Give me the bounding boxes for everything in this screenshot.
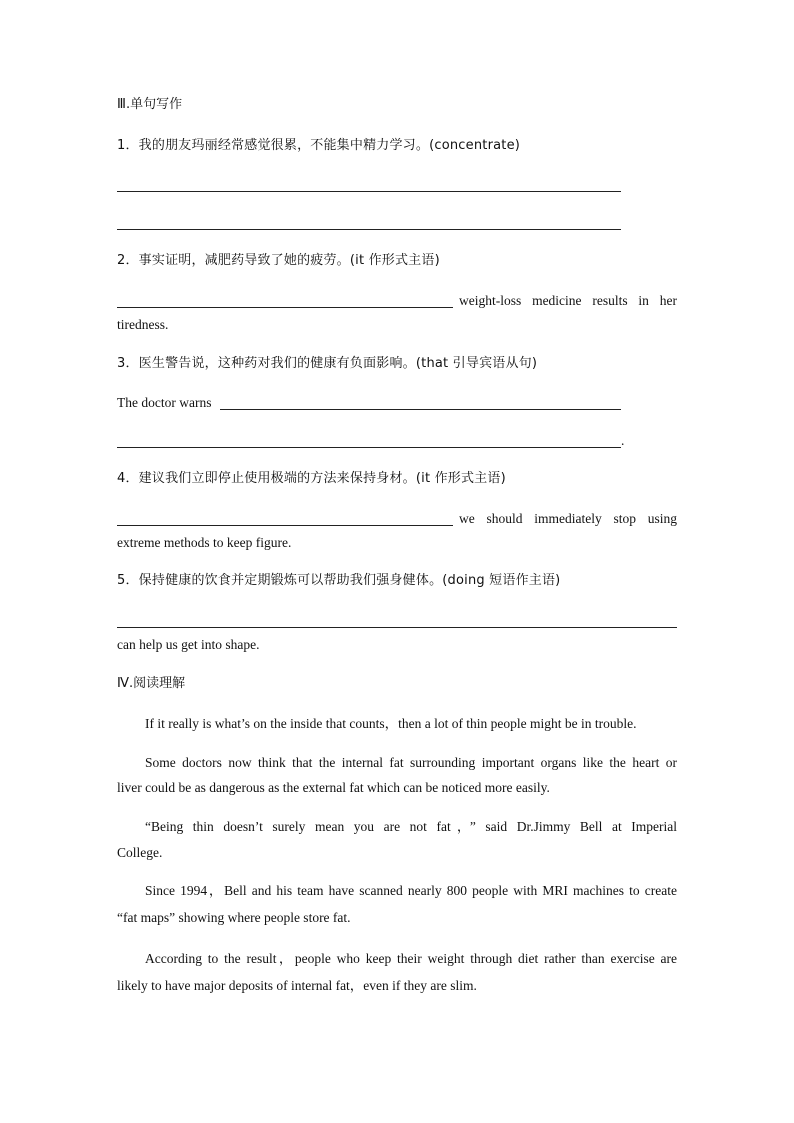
question-2-continuation: tiredness.	[117, 317, 169, 332]
question-3-period: .	[621, 433, 625, 448]
passage-paragraph-2-line-1: Some doctors now think that the internal fat surrounding important organs like the heart or	[145, 755, 677, 770]
passage-paragraph-4-line-2: “fat maps” showing where people store fat.	[117, 910, 351, 925]
question-4-tail: we should immediately stop using	[459, 511, 677, 526]
passage-paragraph-3-line-2: College.	[117, 845, 163, 860]
passage-paragraph-4-line-1: Since 1994，Bell and his team have scanned nearly 800 people with MRI machines to create	[145, 883, 677, 898]
passage-paragraph-2-line-2: liver could be as dangerous as the external fat which can be noticed more easily.	[117, 780, 550, 795]
answer-line-3b[interactable]	[117, 447, 621, 448]
answer-line-3a[interactable]	[220, 409, 621, 410]
question-5-prompt: 5．保持健康的饮食并定期锻炼可以帮助我们强身健体。(doing 短语作主语)	[117, 573, 561, 588]
answer-line-1a[interactable]	[117, 191, 621, 192]
passage-paragraph-3-line-1: “Being thin doesn’t surely mean you are not fat，” said Dr.Jimmy Bell at Imperial	[145, 819, 677, 834]
passage-paragraph-5-line-1: According to the result，people who keep their weight through diet rather than exercise are	[145, 951, 677, 966]
question-4-prompt: 4．建议我们立即停止使用极端的方法来保持身材。(it 作形式主语)	[117, 471, 506, 486]
section-heading-writing: Ⅲ.单句写作	[117, 97, 183, 112]
passage-paragraph-5-line-2: likely to have major deposits of internal fat，even if they are slim.	[117, 978, 477, 993]
answer-line-2[interactable]	[117, 307, 453, 308]
question-4-continuation: extreme methods to keep figure.	[117, 535, 292, 550]
question-5-continuation: can help us get into shape.	[117, 637, 260, 652]
passage-paragraph-1: If it really is what’s on the inside that counts，then a lot of thin people might be in trouble.	[145, 716, 637, 731]
question-3-prompt: 3．医生警告说，这种药对我们的健康有负面影响。(that 引导宾语从句)	[117, 356, 538, 371]
answer-line-1b[interactable]	[117, 229, 621, 230]
answer-line-4[interactable]	[117, 525, 453, 526]
question-1-prompt: 1．我的朋友玛丽经常感觉很累，不能集中精力学习。(concentrate)	[117, 138, 521, 153]
answer-line-5[interactable]	[117, 627, 677, 628]
question-2-prompt: 2．事实证明，减肥药导致了她的疲劳。(it 作形式主语)	[117, 253, 440, 268]
section-heading-reading: Ⅳ.阅读理解	[117, 676, 186, 691]
question-3-lead: The doctor warns	[117, 395, 212, 410]
question-2-tail: weight-loss medicine results in her	[459, 293, 677, 308]
